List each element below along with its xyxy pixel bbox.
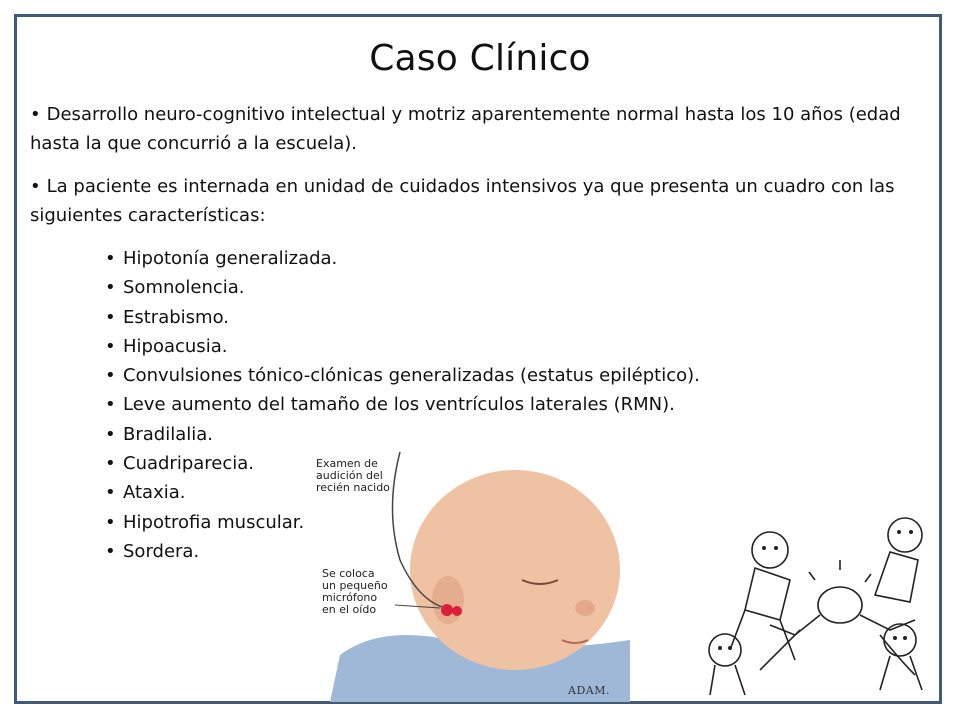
symptom-text: Leve aumento del tamaño de los ventrículos laterales (RMN).	[123, 394, 675, 416]
symptom-text: Convulsiones tónico-clónicas generalizadas (estatus epiléptico).	[123, 365, 700, 387]
figure-body	[875, 552, 918, 602]
sketch-lines	[709, 518, 922, 695]
label-line: un pequeño	[322, 579, 388, 592]
label-line: Se coloca	[322, 567, 375, 580]
symptom-text: Sordera.	[123, 540, 200, 562]
label-line: Examen de	[316, 457, 378, 470]
list-item	[105, 420, 805, 449]
figure-limbs	[760, 630, 915, 675]
motion-marks	[809, 560, 871, 582]
list-item	[105, 332, 805, 361]
bullet-dot: •	[105, 365, 116, 387]
label-line: en el oído	[322, 603, 377, 616]
list-item	[105, 244, 805, 273]
bullet-dot: •	[30, 176, 41, 197]
figure-body	[745, 568, 790, 620]
paragraph-1-text: Desarrollo neuro-cognitivo intelectual y motriz aparentemente normal hasta los 10 años (edad hasta la que concurrió a la escuela).	[30, 104, 901, 154]
figure-head	[818, 587, 862, 623]
bullet-dot: •	[105, 423, 116, 445]
sketch-faces	[718, 530, 913, 650]
bullet-dot: •	[105, 248, 116, 269]
earpiece-shape	[441, 604, 453, 616]
bullet-dot: •	[105, 306, 116, 328]
figure-legs	[710, 656, 922, 695]
symptom-text: Hipotonía generalizada.	[123, 248, 338, 269]
label-line: audición del	[316, 469, 383, 482]
list-item	[105, 273, 805, 302]
bullet-dot: •	[30, 104, 41, 125]
list-item	[105, 303, 805, 332]
microphone-label	[322, 568, 388, 616]
paragraph-1	[30, 100, 920, 158]
label-line: recién nacido	[316, 481, 390, 494]
figure-head	[752, 532, 788, 568]
label-line: micrófono	[322, 591, 378, 604]
seizure-cartoon-sketch	[700, 510, 940, 700]
slide-title: Caso Clínico	[369, 38, 591, 79]
bullet-dot: •	[105, 335, 116, 357]
adam-brand-logo: ADAM.	[568, 684, 610, 697]
nose-shape	[575, 600, 595, 616]
bullet-dot: •	[105, 540, 116, 562]
symptom-text: Estrabismo.	[123, 306, 229, 328]
bullet-dot: •	[105, 453, 116, 475]
bullet-dot: •	[105, 277, 116, 299]
earpiece-shape	[452, 606, 462, 616]
bullet-dot: •	[105, 482, 116, 504]
figure-head	[888, 518, 922, 552]
symptom-text: Hipoacusia.	[123, 335, 228, 357]
paragraph-2-text: La paciente es internada en unidad de cuidados intensivos ya que presenta un cuadro con las siguientes características:	[30, 176, 895, 226]
symptom-text: Cuadriparecia.	[123, 453, 255, 475]
list-item	[105, 361, 805, 390]
list-item	[105, 390, 805, 419]
ear-shape	[432, 576, 464, 624]
symptom-text: Somnolencia.	[123, 277, 245, 299]
symptom-text: Ataxia.	[123, 482, 186, 504]
symptom-text: Bradilalia.	[123, 423, 213, 445]
bullet-dot: •	[105, 394, 116, 416]
hearing-exam-label	[316, 458, 390, 494]
bullet-dot: •	[105, 511, 116, 533]
figure-head	[709, 634, 741, 666]
figure-legs	[730, 610, 795, 660]
baby-head-shape	[410, 470, 620, 670]
symptom-text: Hipotrofia muscular.	[123, 511, 305, 533]
paragraph-2	[30, 172, 920, 230]
figure-head	[884, 624, 916, 656]
